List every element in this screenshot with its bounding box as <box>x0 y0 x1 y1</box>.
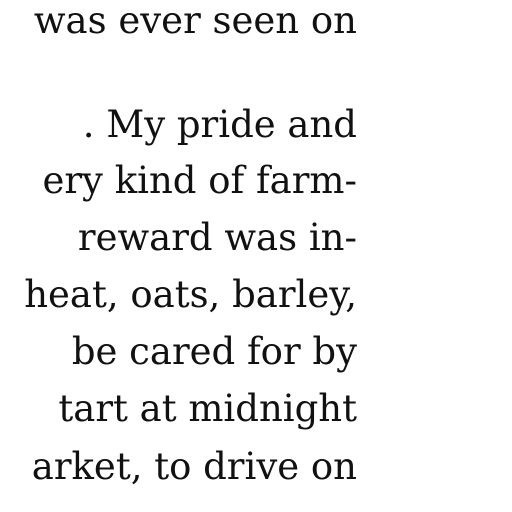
text-line: tart at midnight <box>58 387 357 430</box>
text-line: ery kind of farm- <box>42 159 357 202</box>
text-line: heat, oats, barley, <box>24 273 357 316</box>
text-line: arket, to drive on <box>31 445 357 488</box>
text-line: . My pride and <box>82 103 357 146</box>
text-line: be cared for by <box>71 330 357 373</box>
text-line: reward was in- <box>77 216 357 259</box>
text-line: was ever seen on <box>33 0 357 42</box>
